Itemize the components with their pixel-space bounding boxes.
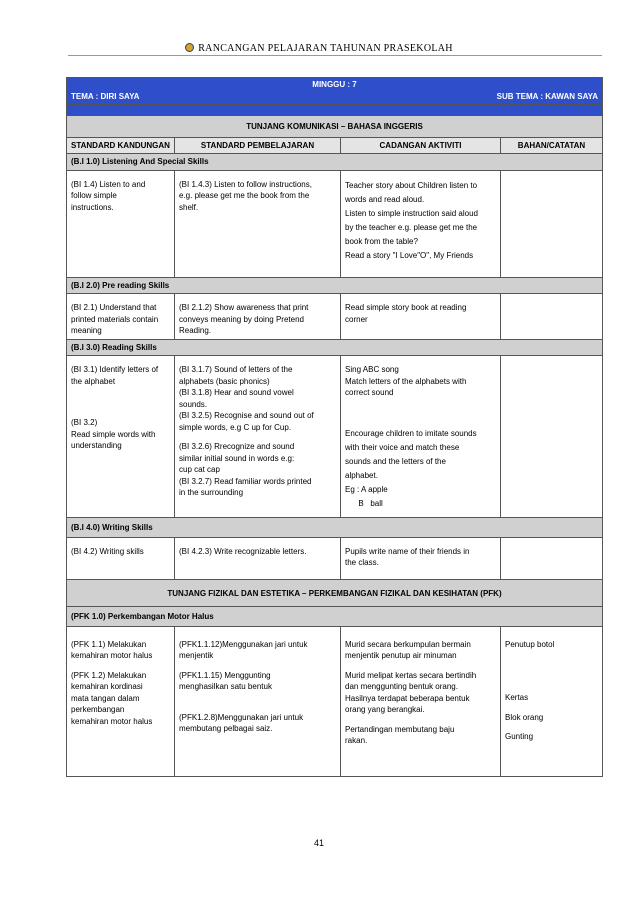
- spacer-row: [67, 105, 603, 116]
- section-row: [67, 339, 603, 356]
- section-content-row: [67, 537, 603, 579]
- kandungan-cell: (BI 3.1) Identify letters of the alphabet (BI 3.2) Read simple words with understanding: [67, 356, 175, 518]
- page-number: 41: [313, 838, 324, 848]
- bahan-cell: Penutup botol Kertas Blok orang Gunting: [501, 626, 603, 776]
- ministry-logo-icon: [185, 43, 194, 52]
- kandungan-cell: (BI 2.1) Understand that printed materials contain meaning: [67, 294, 175, 340]
- section-row: [67, 607, 603, 627]
- pembelajaran-cell: (BI 3.1.7) Sound of letters of the alphabets (basic phonics) (BI 3.1.8) Hear and sound vowel sounds. (BI 3.2.5) Recognise and sound out of simple words, e.g C up for Cup. (BI 3.2.6) Rrecognize and sound similar initial sound in words e.g: cup cat cap (BI 3.2.7) Read familiar words printed in the surrounding: [175, 356, 341, 518]
- aktiviti-cell: Pupils write name of their friends in the class.: [341, 537, 501, 579]
- section-content-row: [67, 170, 603, 277]
- col-aktiviti: CADANGAN AKTIVITI: [341, 137, 501, 154]
- aktiviti-cell: Sing ABC song Match letters of the alphabets with correct sound Encourage children to imitate sounds with their voice and match these sounds and the letters of the alphabet. Eg : A apple B ball: [341, 356, 501, 518]
- section-content-row: [67, 626, 603, 776]
- column-header-row: [67, 137, 603, 154]
- section-row: [67, 518, 603, 538]
- pillar-row: [67, 116, 603, 138]
- header-title: RANCANGAN PELAJARAN TAHUNAN PRASEKOLAH: [198, 43, 453, 54]
- aktiviti-cell: Teacher story about Children listen to words and read aloud. Listen to simple instruction said aloud by the teacher e.g. please get me the book from the table? Read a story "I Love"O", My Friends: [341, 170, 501, 277]
- section-content-row: [67, 294, 603, 340]
- document-header: [0, 43, 638, 54]
- pillar-fizikal: TUNJANG FIZIKAL DAN ESTETIKA – PERKEMBANGAN FIZIKAL DAN KESIHATAN (PFK): [67, 579, 603, 607]
- week-row: [67, 78, 603, 105]
- header-divider: [68, 55, 602, 56]
- section-row: [67, 154, 603, 171]
- col-pembelajaran: STANDARD PEMBELAJARAN: [175, 137, 341, 154]
- section-content-row: [67, 356, 603, 518]
- pillar-row: [67, 579, 603, 607]
- pembelajaran-cell: (BI 4.2.3) Write recognizable letters.: [175, 537, 341, 579]
- section-title: (B.I 2.0) Pre reading Skills: [67, 277, 603, 294]
- section-title: (B.I 1.0) Listening And Special Skills: [67, 154, 603, 171]
- week-label: MINGGU : 7: [312, 80, 357, 89]
- tema-label: TEMA : DIRI SAYA: [71, 91, 140, 101]
- section-title: (B.I 4.0) Writing Skills: [67, 518, 603, 538]
- kandungan-cell: (PFK 1.1) Melakukan kemahiran motor halus (PFK 1.2) Melakukan kemahiran kordinasi mata tangan dalam perkembangan kemahiran motor halus: [67, 626, 175, 776]
- col-bahan: BAHAN/CATATAN: [501, 137, 603, 154]
- section-title: (B.I 3.0) Reading Skills: [67, 339, 603, 356]
- col-kandungan: STANDARD KANDUNGAN: [67, 137, 175, 154]
- bahan-cell: [501, 170, 603, 277]
- kandungan-cell: (BI 1.4) Listen to and follow simple instructions.: [67, 170, 175, 277]
- bahan-cell: [501, 537, 603, 579]
- section-row: [67, 277, 603, 294]
- bahan-cell: [501, 294, 603, 340]
- pillar-komunikasi: TUNJANG KOMUNIKASI – BAHASA INGGERIS: [67, 116, 603, 138]
- aktiviti-cell: Murid secara berkumpulan bermain menjentik penutup air minuman Murid melipat kertas secara bertindih dan menggunting bentuk orang. Hasilnya terdapat beberapa bentuk orang yang berangkai. Pertandingan membutang baju rakan.: [341, 626, 501, 776]
- sub-tema-label: SUB TEMA : KAWAN SAYA: [496, 91, 599, 101]
- pembelajaran-cell: (BI 1.4.3) Listen to follow instructions, e.g. please get me the book from the shelf.: [175, 170, 341, 277]
- lesson-plan-table: [66, 77, 603, 777]
- aktiviti-cell: Read simple story book at reading corner: [341, 294, 501, 340]
- kandungan-cell: (BI 4.2) Writing skills: [67, 537, 175, 579]
- section-title: (PFK 1.0) Perkembangan Motor Halus: [67, 607, 603, 627]
- bahan-cell: [501, 356, 603, 518]
- pembelajaran-cell: (PFK1.1.12)Menggunakan jari untuk menjentik (PFK1.1.15) Menggunting menghasilkan satu bentuk (PFK1.2.8)Menggunakan jari untuk membutang pelbagai saiz.: [175, 626, 341, 776]
- pembelajaran-cell: (BI 2.1.2) Show awareness that print conveys meaning by doing Pretend Reading.: [175, 294, 341, 340]
